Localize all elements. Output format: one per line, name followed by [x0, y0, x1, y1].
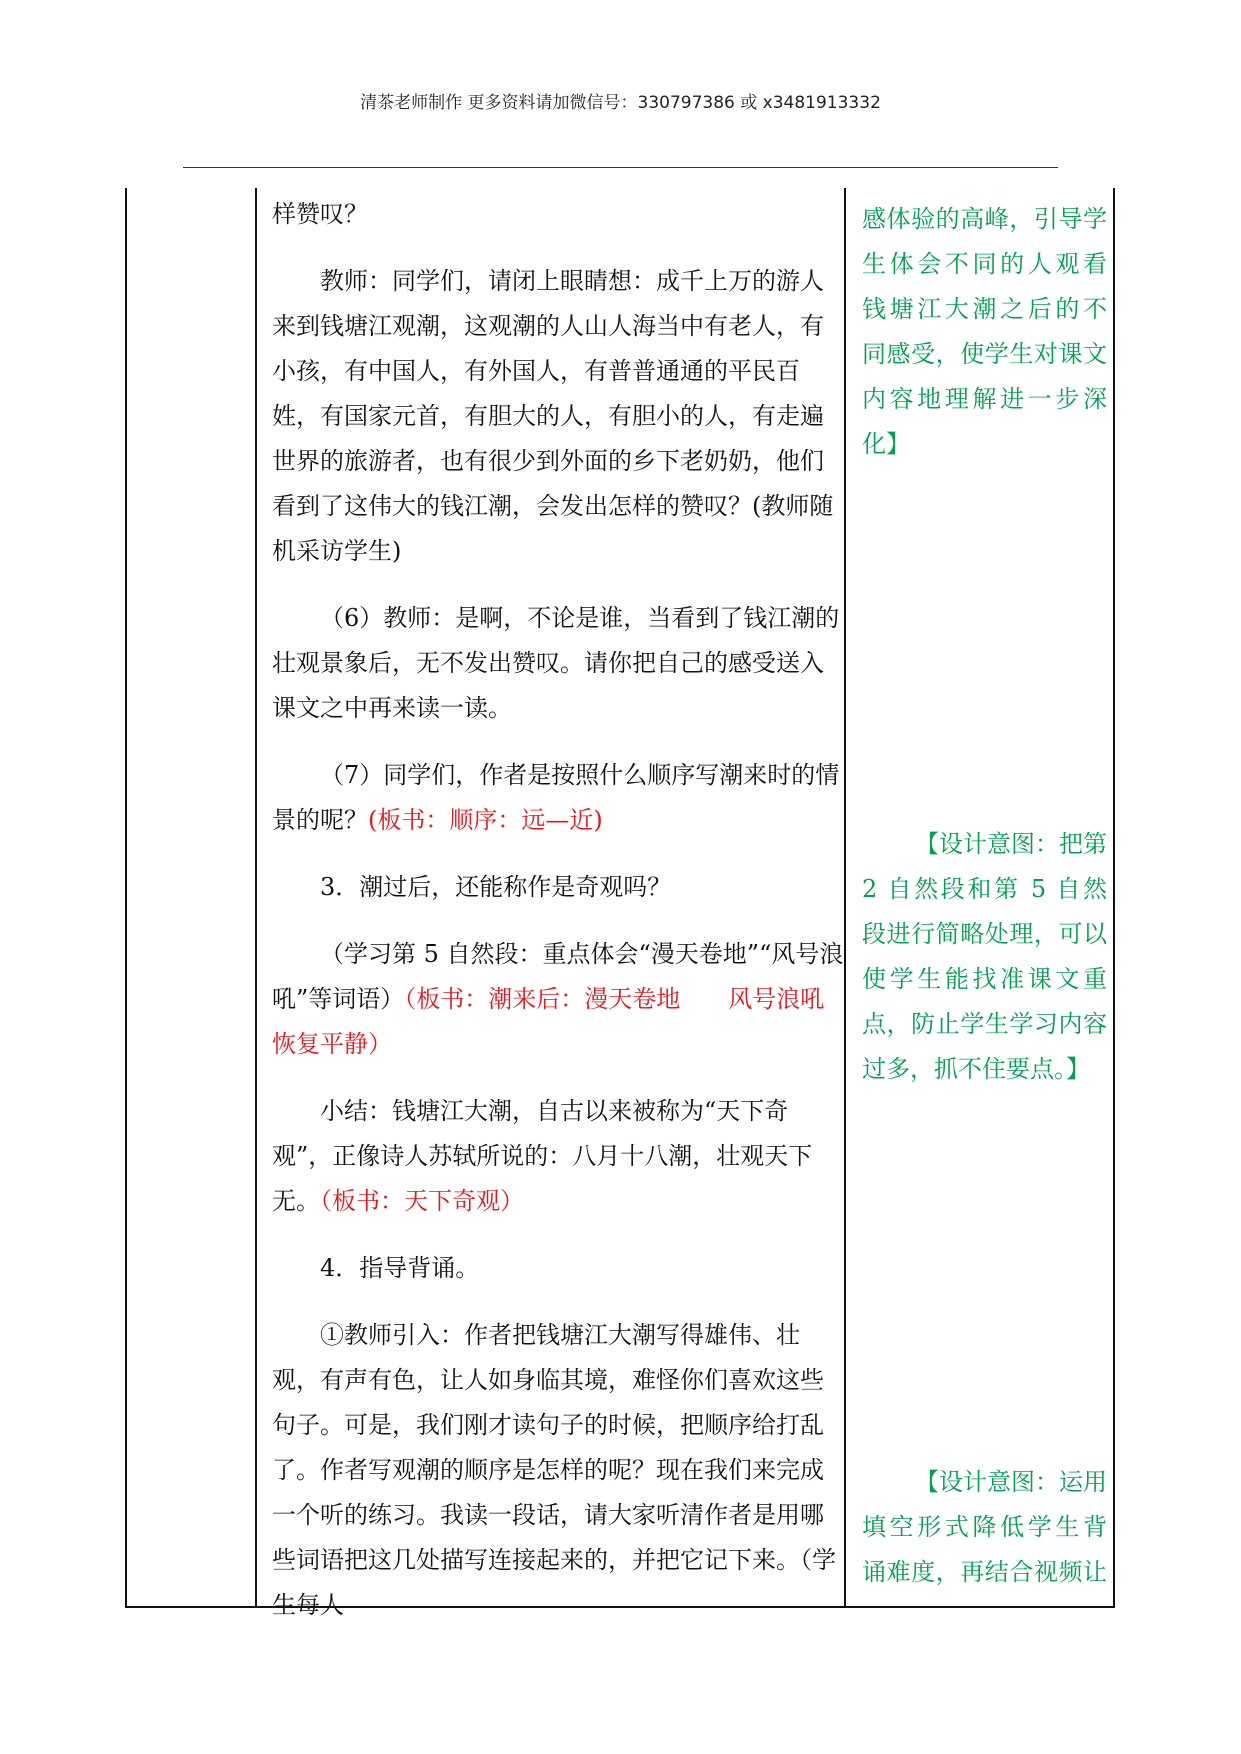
- design-note: 感体验的高峰，引导学 生体会不同的人观看 钱塘江大潮之后的不 同感受，使学生对课文 内容地理解进一步深 化】: [862, 205, 1107, 458]
- paragraph: [272, 1089, 844, 1224]
- header-rule: [183, 167, 1058, 168]
- design-note: 【设计意图：把第 2 自然段和第 5 自然 段进行简略处理，可以 使学生能找准课文重 点，防止学生学习内容 过多，抓不住要点。】: [862, 830, 1107, 1083]
- table-border-left: [125, 188, 127, 1608]
- paragraph: 样赞叹？: [272, 200, 368, 228]
- paragraph-text: （7）同学们，作者是按照什么顺序写潮来时的情景的呢？: [272, 761, 840, 834]
- paragraph: ①教师引入：作者把钱塘江大潮写得雄伟、壮观，有声有色，让人如身临其境，难怪你们喜欢这些句子。可是，我们刚才读句子的时候，把顺序给打乱了。作者写观潮的顺序是怎样的呢？现在我们来完成一个听的练习。我读一段话，请大家听清作者是用哪些词语把这几处描写连接起来的，并把它记下来。（学生每人: [272, 1321, 836, 1619]
- paragraph-text: 小结：钱塘江大潮，自古以来被称为“天下奇观”，正像诗人苏轼所说的：八月十八潮，壮观天下无。: [272, 1097, 813, 1215]
- board-note: （板书：潮来后：漫天卷地 风号浪吼 恢复平静）: [272, 985, 849, 1058]
- lesson-content: [272, 192, 849, 1628]
- paragraph: 教师：同学们，请闭上眼睛想：成千上万的游人来到钱塘江观潮，这观潮的人山人海当中有老人，有小孩，有中国人，有外国人，有普普通通的平民百姓，有国家元首，有胆大的人，有胆小的人，有走遍世界的旅游者，也有很少到外面的乡下老奶奶，他们看到了这伟大的钱江潮，会发出怎样的赞叹？(教师随机采访学生): [272, 267, 834, 565]
- paragraph: [272, 753, 844, 843]
- paragraph: 4．指导背诵。: [320, 1254, 480, 1282]
- paragraph-text: （学习第 5 自然段：重点体会“漫天卷地”“风号浪吼”等词语）: [272, 940, 844, 1013]
- paragraph: （6）教师：是啊，不论是谁，当看到了钱江潮的壮观景象后，无不发出赞叹。请你把自己的感受送入课文之中再来读一读。: [272, 604, 840, 722]
- page-header: 清茶老师制作 更多资料请加微信号：330797386 或 x3481913332: [360, 93, 881, 113]
- board-note: (板书：顺序：远—近): [368, 806, 603, 834]
- board-note: （板书：天下奇观）: [320, 1187, 524, 1215]
- paragraph: [272, 932, 849, 1067]
- table-border-col2: [844, 188, 846, 1608]
- table-border-right: [1113, 188, 1115, 1608]
- table-border-col1: [255, 188, 257, 1608]
- design-note: 【设计意图：运用 填空形式降低学生背 诵难度，再结合视频让: [862, 1468, 1107, 1586]
- paragraph: 3．潮过后，还能称作是奇观吗？: [320, 873, 672, 901]
